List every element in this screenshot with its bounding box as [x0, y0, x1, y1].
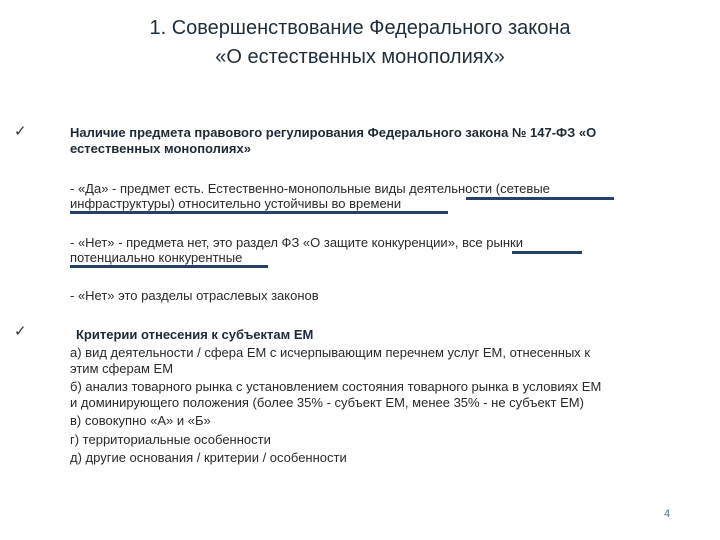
sub2-line2: потенциально конкурентные	[70, 250, 243, 265]
slide-title-line1: 1. Совершенствование Федерального закона	[149, 17, 571, 39]
slide-title	[60, 14, 660, 72]
sub1-line2: инфраструктуры) относительно устойчивы во времени	[70, 196, 402, 211]
criteria-a-line2: этим сферам ЕМ	[70, 360, 174, 376]
criteria-e: д) другие основания / критерии / особенности	[70, 450, 347, 465]
bullet-criteria-text: Критерии отнесения к субъектам ЕМ	[76, 327, 314, 342]
page-number: 4	[664, 508, 671, 520]
criteria-a-line1: а) вид деятельности / сфера ЕМ с исчерпывающим перечнем услуг ЕМ, отнесенных к	[70, 345, 591, 360]
sub2-line1: - «Нет» - предмета нет, это раздел ФЗ «О защите конкуренции», все рынки	[70, 235, 523, 250]
highlight-underline	[70, 265, 268, 268]
highlight-underline	[466, 197, 614, 200]
highlight-underline	[512, 251, 582, 254]
sub1-line1: - «Да» - предмет есть. Естественно-монопольные виды деятельности (сетевые	[70, 181, 550, 196]
bullet-subject-matter-text	[70, 125, 680, 157]
sub-item-no-competition	[70, 235, 630, 265]
criteria-b-line1: б) анализ товарного рынка с установлением состояния товарного рынка в условиях ЕМ	[70, 379, 602, 394]
sub-item-no-sectoral: - «Нет» это разделы отраслевых законов	[70, 288, 319, 303]
criteria-d: г) территориальные особенности	[70, 431, 271, 447]
bullet1-line2: естественных монополиях»	[70, 141, 251, 156]
criteria-list	[70, 345, 670, 466]
bullet1-line1: Наличие предмета правового регулирования Федерального закона № 147-ФЗ «О	[70, 125, 597, 140]
highlight-underline	[70, 211, 448, 214]
checkmark-icon: ✓	[14, 322, 27, 340]
sub-item-yes	[70, 181, 630, 211]
slide-title-line2: «О естественных монополиях»	[215, 46, 505, 68]
criteria-b-line2: и доминирующего положения (более 35% - субъект ЕМ, менее 35% - не субъект ЕМ)	[70, 394, 584, 410]
checkmark-icon: ✓	[14, 122, 27, 140]
criteria-c: в) совокупно «А» и «Б»	[70, 413, 211, 428]
